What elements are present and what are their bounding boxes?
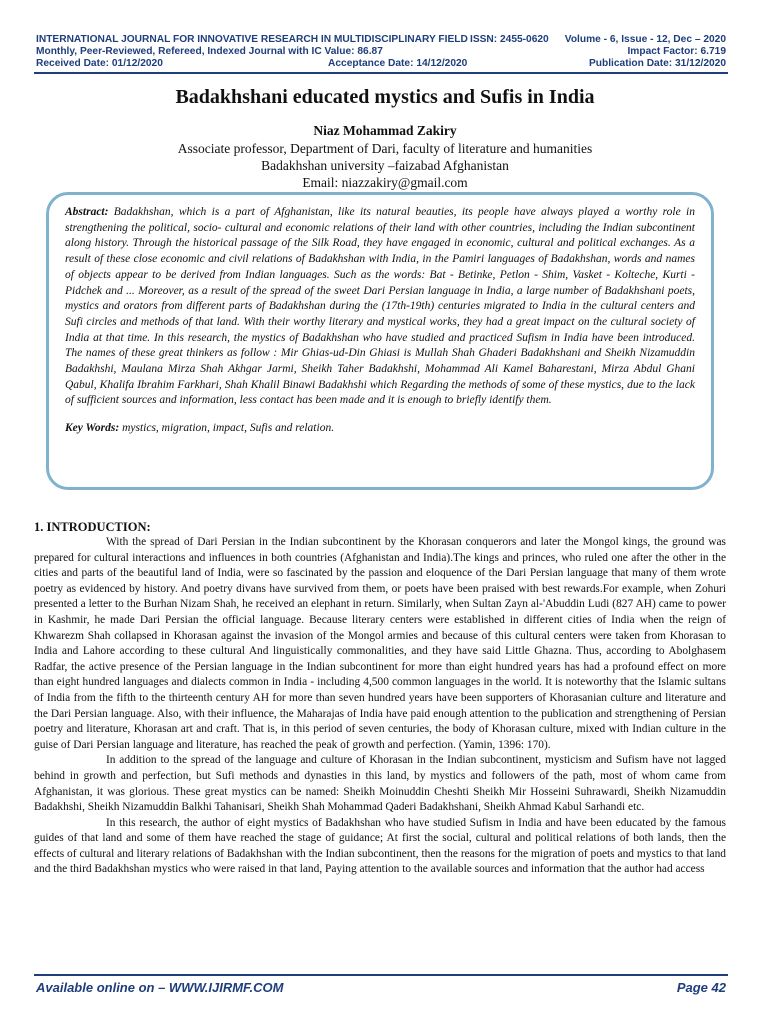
abstract-text: Badakhshan, which is a part of Afghanistan, like its natural beauties, its people have always played a worthy role in strengthening the political, socio- cultural and economic relations of their land with other countries, including the Indian subcontinent along history. Through the historical passage of the Silk Road, they have engaged in economic, cultural and political exchanges. As a result of these close economic and civil relations of Badakhshan with India, in the Pamiri languages of Badakhshan, words and names of objects appear to be derived from Indian languages. Such as the words: Bat - Betinke, Petlon - Shim, Vasket - Kolteche, Kurti - Pidchek and ... Moreover, as a result of the spread of the sweet Dari Persian language in India, a large number of Badakhshani poets, mystics and orators from different parts of Badakhshan during the (17th-19th) centuries migrated to India in the cultural centers and Sufi circles and methods of that land. With their worthy literary and mystical works, they had a great impact on the cultural society of India at that time. In this research, the mystics of Badakhshan who have studied and practiced Sufism in India have been introduced. The names of these great thinkers as follow : Mir Ghias-ud-Din Ghiasi is Mullah Shah Ghaderi Badakhshani and Sheikh Nizamuddin Badakhshi, Maulana Mirza Shah Akhgar Jarmi, Sheikh Taher Badakhshi, Mohammad Ali Kamel Baharestani, Mirza Abdul Ghani Qabul, Khalifa Ibrahim Farkhari, Shah Khalil Binawi Badakhshi which Regarding the methods of some of these mystics, due to the lack of sufficient sources and information, less contact has been made and it is enough to briefly identify them. bbox=[65, 206, 695, 407]
keywords-text: mystics, migration, impact, Sufis and relation. bbox=[122, 422, 335, 435]
footer-rule bbox=[34, 974, 728, 976]
keywords-label: Key Words: bbox=[65, 422, 120, 435]
header-rule bbox=[34, 72, 728, 74]
affiliation-line-2: Badakhshan university –faizabad Afghanistan bbox=[261, 158, 509, 173]
author-email: Email: niazzakiry@gmail.com bbox=[302, 175, 468, 190]
review-info: Monthly, Peer-Reviewed, Refereed, Indexed Journal with IC Value: 86.87 bbox=[36, 46, 383, 57]
abstract-paragraph bbox=[65, 205, 695, 409]
received-date: Received Date: 01/12/2020 bbox=[36, 58, 163, 69]
introduction-section bbox=[34, 520, 726, 878]
keywords bbox=[65, 421, 695, 437]
abstract-label: Abstract: bbox=[65, 206, 109, 218]
journal-name: INTERNATIONAL JOURNAL FOR INNOVATIVE RESEARCH IN MULTIDISCIPLINARY FIELD bbox=[36, 34, 468, 45]
impact-factor: Impact Factor: 6.719 bbox=[627, 46, 726, 57]
section-heading: 1. INTRODUCTION: bbox=[34, 520, 151, 534]
author-name: Niaz Mohammad Zakiry bbox=[313, 123, 457, 138]
paper-title: Badakhshani educated mystics and Sufis in India bbox=[175, 86, 595, 108]
website-link[interactable]: Available online on – WWW.IJIRMF.COM bbox=[36, 980, 284, 995]
abstract-box bbox=[46, 192, 714, 490]
paragraph: In this research, the author of eight mystics of Badakhshan who have studied Sufism in India and have been educated by the famous guides of that land and some of them have reached the stage of guidance; At first the social, cultural and political relations of both lands, then the effects of cultural and literary relations of Badakhshan with the Indian subcontinent, then the reasons for the migration of poets and mystics to that land and the third Badakhshan mystics who were raised in that land, Paying attention to the available sources and information that the author had access bbox=[34, 816, 726, 876]
paragraph: With the spread of Dari Persian in the Indian subcontinent by the Khorasan conquerors and later the Mongol kings, the ground was prepared for cultural interactions and influences in both countries (Afghanistan and India).The kings and princes, who ruled one after the other in the cities and parts of the beautiful land of India, were so fascinated by the passion and eloquence of the Dari Persian language that many of them wrote poetry as evidenced by history. And poetry divans have survived from them, or poets have been praised with best rewards.For example, when Zohuri presented a letter to the Burhan Nizam Shah, he received an elephant in return. Similarly, when Sultan Zayn al-'Abuddin Ludi (827 AH) came to power in Kashmir, he made Dari Persian the official language. Because literary centers were established in different cities of India when the reign of Khwarezm Shah collapsed in Khorasan against the invasion of the Mongol armies and because of this cultural centers were taken from Khorasan to India and Lahore according to these cultural And linguistically commonalities, and they have said Little Ghazna. Thus, according to Abolghasem Radfar, the active presence of the Persian language in the Indian subcontinent for more than eight hundred years has had a profound effect on more than eight hundred languages and dialects common in India - including 4,500 common languages in the world. It is noteworthy that the Islamic sultans of India from the fifth to the thirteenth century AH for more than seven hundred years have been supporters of Khorasanian culture and literature and the Dari Persian language. Also, with their influence, the Maharajas of India have paid enough attention to the publication and strengthening of Persian poetry and literature, Khorasan art and craft. That is, in this period of seven centuries, the body of Khorasan culture, mixed with Indian culture in the guise of Dari Persian language and literature, has reached the peak of growth and perfection. (Yamin, 1396: 170). bbox=[34, 536, 726, 751]
affiliation-line-1: Associate professor, Department of Dari, faculty of literature and humanities bbox=[177, 141, 593, 156]
volume-issue: Volume - 6, Issue - 12, Dec – 2020 bbox=[564, 34, 726, 45]
paragraph: In addition to the spread of the language and culture of Khorasan in the Indian subcontinent, mysticism and Sufism have not lagged behind in growth and perfection, but Sufi methods and dynasties in this land, by mystics and followers of the path, most of whom came from Afghanistan, it was glorious. These great mystics can be named: Sheikh Moinuddin Cheshti Sheikh Mir Hosseini Suhrawardi, Sheikh Nizamuddin Badakhshi, Sheikh Nizamuddin Balkhi Tahanisari, Sheikh Shah Mohammad Qaderi Badakhshani, Sheikh Ahmad Kabul Sarhandi etc. bbox=[34, 754, 726, 814]
publication-date: Publication Date: 31/12/2020 bbox=[588, 58, 726, 69]
page-number: Page 42 bbox=[676, 980, 726, 995]
acceptance-date: Acceptance Date: 14/12/2020 bbox=[328, 58, 468, 69]
issn: ISSN: 2455-0620 bbox=[470, 34, 549, 45]
